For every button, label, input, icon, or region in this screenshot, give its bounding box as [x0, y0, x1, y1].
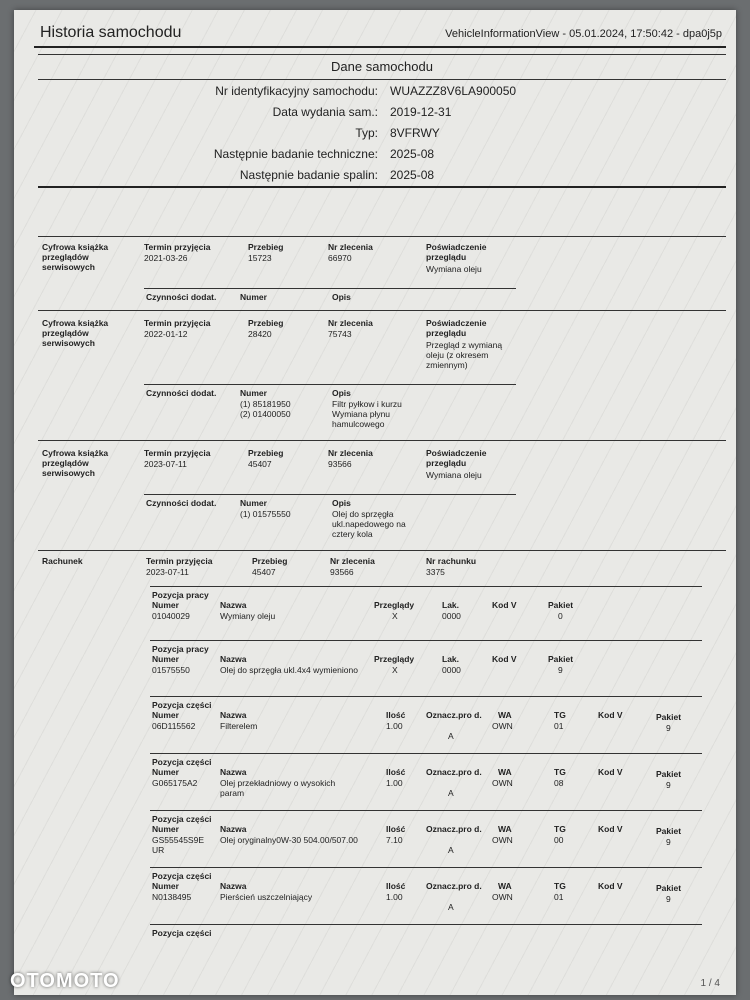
pozycja-pracy-label: Pozycja pracy	[152, 644, 209, 654]
lak-value: 0000	[442, 665, 461, 675]
numer-value: 01575550	[152, 665, 190, 675]
wa-label: WA	[498, 710, 512, 720]
oznacz-label: Oznacz.pro d.	[426, 710, 482, 720]
nazwa-label: Nazwa	[220, 600, 247, 610]
tg-value: 01	[554, 892, 564, 902]
pozycja-czesci-label: Pozycja części	[152, 757, 212, 767]
nazwa-value: Olej przekładniowy o wysokich param	[220, 778, 336, 798]
nazwa-label: Nazwa	[220, 767, 247, 777]
przebieg-value: 28420	[248, 329, 272, 339]
numer-label: Numer	[240, 388, 267, 398]
wa-value: OWN	[492, 892, 513, 902]
nazwa-value: Olej oryginalny0W-30 504.00/507.00	[220, 835, 358, 845]
lak-label: Lak.	[442, 654, 460, 664]
pakiet-value: 0	[558, 611, 563, 621]
vehicle-value: 2025-08	[390, 168, 435, 182]
vehicle-value: WUAZZZ8V6LA900050	[390, 84, 517, 98]
vehicle-value: 2025-08	[390, 147, 435, 161]
pakiet-value: 9	[558, 665, 563, 675]
zlecenie-value: 66970	[328, 253, 352, 263]
oznacz-value: A	[448, 902, 454, 912]
pakiet-label: Pakiet	[548, 600, 574, 610]
lak-label: Lak.	[442, 600, 460, 610]
opis-label: Opis	[332, 388, 351, 398]
poswiadczenie-value: Przegląd z wymianą oleju (z okresem zmiennym)	[426, 340, 503, 370]
vehicle-label: Nr identyfikacyjny samochodu:	[215, 84, 378, 98]
pakiet-label: Pakiet	[656, 826, 682, 836]
termin-label: Termin przyjęcia	[144, 242, 211, 252]
entry-type: Cyfrowa książka przeglądów serwisowych	[42, 448, 109, 478]
przebieg-label: Przebieg	[252, 556, 288, 566]
rachunek-label: Nr rachunku	[426, 556, 477, 566]
pakiet-label: Pakiet	[548, 654, 574, 664]
ilosc-label: Ilość	[386, 824, 406, 834]
invoice-type: Rachunek	[42, 556, 83, 566]
wa-label: WA	[498, 767, 512, 777]
numery-value: (1) 85181950 (2) 01400050	[240, 399, 291, 419]
divider	[38, 186, 726, 188]
zlecenie-value: 75743	[328, 329, 352, 339]
divider	[150, 640, 702, 641]
termin-value: 2023-07-11	[146, 567, 189, 577]
page-number: 1 / 4	[700, 978, 720, 989]
numer-value: G065175A2	[152, 778, 198, 788]
tg-label: TG	[554, 710, 566, 720]
numer-label: Numer	[152, 710, 179, 720]
zlecenie-label: Nr zlecenia	[330, 556, 375, 566]
ilosc-value: 7.10	[386, 835, 403, 845]
termin-value: 2021-03-26	[144, 253, 188, 263]
divider	[150, 696, 702, 697]
document-header	[34, 16, 726, 48]
divider	[38, 550, 726, 551]
numer-value: N0138495	[152, 892, 192, 902]
czynnosci-label: Czynności dodat.	[146, 292, 217, 302]
oznacz-label: Oznacz.pro d.	[426, 824, 482, 834]
przebieg-value: 15723	[248, 253, 272, 263]
divider	[144, 494, 516, 495]
opis-label: Opis	[332, 498, 351, 508]
lak-value: 0000	[442, 611, 461, 621]
poswiadczenie-label: Poświadczenie przeglądu	[426, 318, 487, 338]
poswiadczenie-label: Poświadczenie przeglądu	[426, 448, 487, 468]
oznacz-value: A	[448, 788, 454, 798]
ilosc-label: Ilość	[386, 767, 406, 777]
numer-label: Numer	[152, 654, 179, 664]
nazwa-value: Olej do sprzęgła ukl.4x4 wymieniono	[220, 665, 358, 675]
divider	[150, 810, 702, 811]
opis-value: Filtr pyłkow i kurzu Wymiana płynu hamulcowego	[332, 399, 402, 429]
divider	[150, 924, 702, 925]
pakiet-label: Pakiet	[656, 883, 682, 893]
przebieg-label: Przebieg	[248, 448, 284, 458]
numer-label: Numer	[152, 600, 179, 610]
termin-value: 2023-07-11	[144, 459, 187, 469]
wa-value: OWN	[492, 778, 513, 788]
ilosc-label: Ilość	[386, 710, 406, 720]
termin-label: Termin przyjęcia	[144, 318, 211, 328]
kodv-label: Kod V	[492, 600, 517, 610]
nazwa-value: Wymiany oleju	[220, 611, 276, 621]
ilosc-label: Ilość	[386, 881, 406, 891]
numer-value: GS55545S9E UR	[152, 835, 204, 855]
oznacz-label: Oznacz.pro d.	[426, 767, 482, 777]
pakiet-value: 9	[666, 837, 671, 847]
przeglady-value: X	[392, 611, 398, 621]
nazwa-value: Pierścień uszczelniający	[220, 892, 313, 902]
tg-value: 08	[554, 778, 564, 788]
divider	[38, 236, 726, 237]
kodv-label: Kod V	[598, 767, 623, 777]
poswiadczenie-label: Poświadczenie przeglądu	[426, 242, 487, 262]
wa-label: WA	[498, 881, 512, 891]
pakiet-label: Pakiet	[656, 712, 682, 722]
wa-value: OWN	[492, 835, 513, 845]
pakiet-label: Pakiet	[656, 769, 682, 779]
pozycja-czesci-label: Pozycja części	[152, 871, 212, 881]
kodv-label: Kod V	[598, 881, 623, 891]
opis-label: Opis	[332, 292, 351, 302]
numer-label: Numer	[152, 824, 179, 834]
zlecenie-label: Nr zlecenia	[328, 448, 373, 458]
otomoto-logo: OTOMOTO	[10, 970, 120, 992]
vehicle-label: Następnie badanie spalin:	[239, 168, 378, 182]
vehicle-label: Data wydania sam.:	[272, 105, 378, 119]
rachunek-value: 3375	[426, 567, 445, 577]
tg-label: TG	[554, 824, 566, 834]
zlecenie-label: Nr zlecenia	[328, 318, 373, 328]
vehicle-label: Następnie badanie techniczne:	[213, 147, 378, 161]
zlecenie-value: 93566	[330, 567, 354, 577]
tg-value: 00	[554, 835, 564, 845]
numer-label: Numer	[240, 292, 267, 302]
vehicle-label: Typ:	[355, 126, 378, 140]
view-info: VehicleInformationView - 05.01.2024, 17:50:42 - dpa0j5p	[445, 28, 722, 40]
poswiadczenie-value: Wymiana oleju	[426, 264, 482, 274]
divider	[150, 586, 702, 587]
numer-label: Numer	[240, 498, 267, 508]
termin-label: Termin przyjęcia	[144, 448, 211, 458]
oznacz-label: Oznacz.pro d.	[426, 881, 482, 891]
divider	[144, 288, 516, 289]
pakiet-value: 9	[666, 894, 671, 904]
tg-value: 01	[554, 721, 564, 731]
nazwa-label: Nazwa	[220, 710, 247, 720]
kodv-label: Kod V	[598, 824, 623, 834]
poswiadczenie-value: Wymiana oleju	[426, 470, 482, 480]
numery-value: (1) 01575550	[240, 509, 291, 519]
numer-label: Numer	[152, 767, 179, 777]
divider	[38, 440, 726, 441]
przeglady-label: Przeglądy	[374, 600, 415, 610]
wa-label: WA	[498, 824, 512, 834]
zlecenie-value: 93566	[328, 459, 352, 469]
divider	[150, 867, 702, 868]
nazwa-label: Nazwa	[220, 881, 247, 891]
divider	[38, 310, 726, 311]
nazwa-value: Filterelem	[220, 721, 258, 731]
document-title: Historia samochodu	[40, 24, 182, 41]
ilosc-value: 1.00	[386, 778, 403, 788]
divider	[150, 753, 702, 754]
przeglady-value: X	[392, 665, 398, 675]
oznacz-value: A	[448, 731, 454, 741]
czynnosci-label: Czynności dodat.	[146, 388, 217, 398]
wa-value: OWN	[492, 721, 513, 731]
przebieg-value: 45407	[252, 567, 276, 577]
nazwa-label: Nazwa	[220, 824, 247, 834]
numer-value: 01040029	[152, 611, 190, 621]
tg-label: TG	[554, 767, 566, 777]
entry-type: Cyfrowa książka przeglądów serwisowych	[42, 242, 109, 272]
opis-value: Olej do sprzęgła ukl.napedowego na cztery kola	[332, 509, 406, 539]
ilosc-value: 1.00	[386, 892, 403, 902]
przebieg-label: Przebieg	[248, 318, 284, 328]
zlecenie-label: Nr zlecenia	[328, 242, 373, 252]
czynnosci-label: Czynności dodat.	[146, 498, 217, 508]
kodv-label: Kod V	[492, 654, 517, 664]
numer-label: Numer	[152, 881, 179, 891]
przebieg-value: 45407	[248, 459, 272, 469]
section-title: Dane samochodu	[38, 54, 726, 80]
pozycja-czesci-label: Pozycja części	[152, 928, 212, 938]
entry-type: Cyfrowa książka przeglądów serwisowych	[42, 318, 109, 348]
termin-value: 2022-01-12	[144, 329, 188, 339]
nazwa-label: Nazwa	[220, 654, 247, 664]
divider	[144, 384, 516, 385]
kodv-label: Kod V	[598, 710, 623, 720]
oznacz-value: A	[448, 845, 454, 855]
vehicle-value: 8VFRWY	[390, 126, 440, 140]
pakiet-value: 9	[666, 723, 671, 733]
pozycja-czesci-label: Pozycja części	[152, 700, 212, 710]
vehicle-value: 2019-12-31	[390, 105, 452, 119]
tg-label: TG	[554, 881, 566, 891]
numer-value: 06D115562	[152, 721, 196, 731]
pakiet-value: 9	[666, 780, 671, 790]
pozycja-pracy-label: Pozycja pracy	[152, 590, 209, 600]
pozycja-czesci-label: Pozycja części	[152, 814, 212, 824]
ilosc-value: 1.00	[386, 721, 403, 731]
przeglady-label: Przeglądy	[374, 654, 415, 664]
termin-label: Termin przyjęcia	[146, 556, 213, 566]
przebieg-label: Przebieg	[248, 242, 284, 252]
document-page	[14, 10, 736, 995]
